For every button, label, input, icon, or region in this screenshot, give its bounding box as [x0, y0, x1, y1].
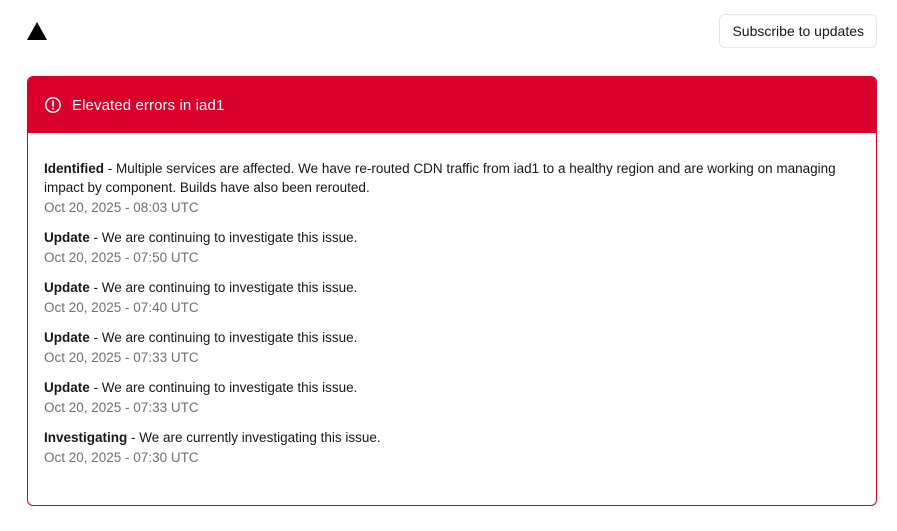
- vercel-triangle-icon[interactable]: [27, 22, 47, 40]
- update-timestamp: Oct 20, 2025 - 07:33 UTC: [44, 400, 199, 415]
- incident-update: [44, 278, 860, 318]
- incident-update: [44, 159, 860, 218]
- update-status: Update: [44, 330, 90, 345]
- update-timestamp: Oct 20, 2025 - 07:40 UTC: [44, 300, 199, 315]
- update-message: We are continuing to investigate this issue.: [101, 280, 358, 295]
- update-message: We are continuing to investigate this issue.: [101, 230, 358, 245]
- update-text: [44, 378, 860, 397]
- update-separator: -: [89, 280, 102, 295]
- update-message: We are continuing to investigate this issue.: [101, 380, 358, 395]
- incident-card: [27, 76, 877, 506]
- update-timestamp: Oct 20, 2025 - 07:50 UTC: [44, 250, 199, 265]
- incident-banner: [28, 77, 876, 133]
- update-status: Investigating: [44, 430, 128, 445]
- update-separator: -: [127, 430, 140, 445]
- update-status: Update: [44, 230, 90, 245]
- update-status: Update: [44, 380, 90, 395]
- update-timestamp: Oct 20, 2025 - 07:30 UTC: [44, 450, 199, 465]
- incident-update: [44, 428, 860, 468]
- update-text: [44, 428, 860, 447]
- alert-circle-icon: [44, 96, 62, 114]
- incident-updates: [28, 133, 876, 468]
- update-text: [44, 328, 860, 347]
- update-timestamp: Oct 20, 2025 - 07:33 UTC: [44, 350, 199, 365]
- update-separator: -: [89, 330, 102, 345]
- incident-update: [44, 228, 860, 268]
- update-status: Update: [44, 280, 90, 295]
- update-timestamp: Oct 20, 2025 - 08:03 UTC: [44, 200, 199, 215]
- update-status: Identified: [44, 161, 104, 176]
- update-text: [44, 228, 860, 247]
- incident-update: [44, 328, 860, 368]
- update-separator: -: [104, 161, 116, 176]
- update-message: Multiple services are affected. We have re-routed CDN traffic from iad1 to a healthy region and are working on managing impact by component. Builds have also been rerouted.: [44, 161, 836, 195]
- update-text: [44, 278, 860, 297]
- update-message: We are continuing to investigate this issue.: [101, 330, 358, 345]
- update-separator: -: [89, 380, 102, 395]
- incident-update: [44, 378, 860, 418]
- update-text: [44, 159, 860, 197]
- subscribe-button[interactable]: Subscribe to updates: [719, 14, 877, 48]
- page-header: [27, 14, 877, 48]
- incident-title: Elevated errors in iad1: [72, 96, 225, 114]
- update-separator: -: [89, 230, 102, 245]
- update-message: We are currently investigating this issue.: [139, 430, 381, 445]
